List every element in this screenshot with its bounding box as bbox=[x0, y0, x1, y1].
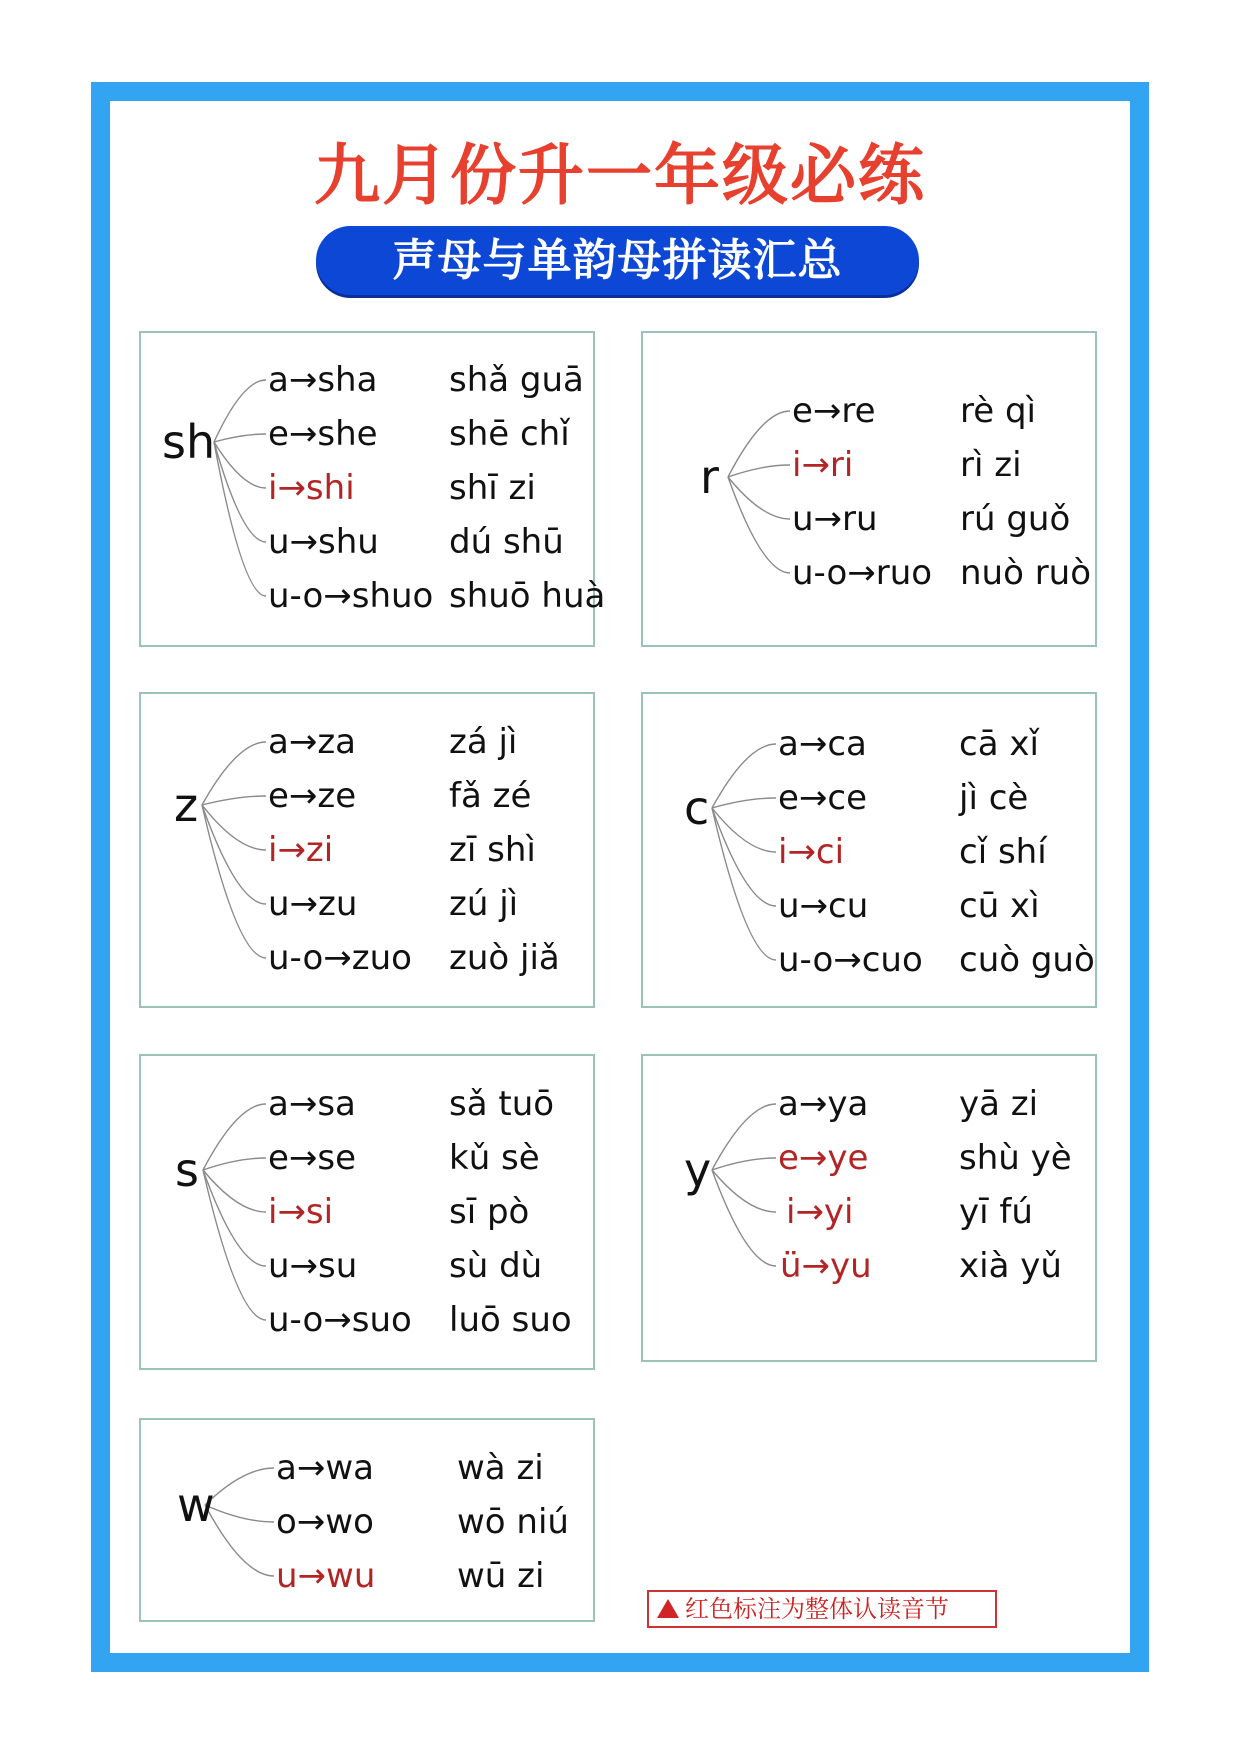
syllable-spelling: a→sa bbox=[268, 1084, 356, 1124]
subtitle-banner: 声母与单韵母拼读汇总 bbox=[316, 226, 919, 295]
example-word: kǔ sè bbox=[449, 1138, 540, 1178]
syllable-spelling: i→yi bbox=[786, 1192, 854, 1232]
branch-line bbox=[712, 1170, 776, 1212]
initial-letter: c bbox=[684, 781, 710, 835]
branch-line bbox=[203, 1104, 266, 1170]
branch-line bbox=[214, 442, 266, 596]
branch-line bbox=[205, 1505, 274, 1576]
example-word: zuò jiǎ bbox=[449, 938, 560, 978]
syllable-spelling: o→wo bbox=[276, 1502, 374, 1542]
syllable-spelling: i→zi bbox=[268, 830, 334, 870]
syllable-spelling: a→wa bbox=[276, 1448, 374, 1488]
example-word: yī fú bbox=[959, 1192, 1033, 1232]
example-word: wà zi bbox=[457, 1448, 544, 1488]
example-word: zá jì bbox=[449, 722, 518, 762]
branch-line bbox=[712, 798, 776, 808]
initial-letter: sh bbox=[162, 415, 216, 469]
example-word: shē chǐ bbox=[449, 414, 570, 454]
branch-line bbox=[202, 796, 266, 805]
example-word: sù dù bbox=[449, 1246, 543, 1286]
branch-line bbox=[203, 1158, 266, 1170]
syllable-spelling: a→sha bbox=[268, 360, 378, 400]
branch-line bbox=[728, 465, 790, 477]
branch-line bbox=[712, 1170, 776, 1266]
branch-line bbox=[214, 442, 266, 542]
example-word: nuò ruò bbox=[960, 553, 1092, 593]
example-word: luō suo bbox=[449, 1300, 572, 1340]
pinyin-box-c bbox=[641, 692, 1097, 1008]
syllable-spelling: ü→yu bbox=[780, 1246, 872, 1286]
example-word: fǎ zé bbox=[449, 776, 532, 816]
branch-line bbox=[728, 477, 790, 573]
example-word: wō niú bbox=[457, 1502, 569, 1542]
branch-line bbox=[202, 805, 266, 958]
syllable-spelling: u→su bbox=[268, 1246, 358, 1286]
branch-line bbox=[728, 477, 790, 519]
example-word: rì zi bbox=[960, 445, 1022, 485]
initial-letter: r bbox=[700, 450, 719, 504]
syllable-spelling: u→shu bbox=[268, 522, 379, 562]
example-word: cuò guò bbox=[959, 940, 1095, 980]
syllable-spelling: e→she bbox=[268, 414, 378, 454]
warning-triangle-icon bbox=[657, 1599, 679, 1618]
example-word: shuō huà bbox=[449, 576, 606, 616]
syllable-spelling: u→cu bbox=[778, 886, 869, 926]
branch-line bbox=[214, 434, 266, 442]
pinyin-box-y bbox=[641, 1054, 1097, 1362]
syllable-spelling: e→ce bbox=[778, 778, 868, 818]
syllable-spelling: u-o→suo bbox=[268, 1300, 412, 1340]
syllable-spelling: a→ya bbox=[778, 1084, 869, 1124]
syllable-spelling: u→zu bbox=[268, 884, 358, 924]
example-word: dú shū bbox=[449, 522, 564, 562]
syllable-spelling: e→ye bbox=[778, 1138, 869, 1178]
syllable-spelling: u-o→cuo bbox=[778, 940, 923, 980]
pinyin-box-z bbox=[139, 692, 595, 1008]
branch-line bbox=[202, 805, 266, 904]
syllable-spelling: u-o→shuo bbox=[268, 576, 434, 616]
syllable-spelling: i→ri bbox=[792, 445, 854, 485]
example-word: yā zi bbox=[959, 1084, 1039, 1124]
branch-line bbox=[712, 1158, 776, 1170]
branch-line bbox=[712, 808, 776, 960]
example-word: cǐ shí bbox=[959, 832, 1047, 872]
syllable-spelling: u-o→zuo bbox=[268, 938, 412, 978]
pinyin-box-r bbox=[641, 331, 1097, 647]
example-word: wū zi bbox=[457, 1556, 545, 1596]
syllable-spelling: e→se bbox=[268, 1138, 357, 1178]
branch-line bbox=[205, 1468, 274, 1505]
pinyin-box-s bbox=[139, 1054, 595, 1370]
syllable-spelling: e→re bbox=[792, 391, 876, 431]
syllable-spelling: i→si bbox=[268, 1192, 334, 1232]
branch-line bbox=[203, 1170, 266, 1320]
syllable-spelling: u-o→ruo bbox=[792, 553, 933, 593]
example-word: zú jì bbox=[449, 884, 519, 924]
example-word: xià yǔ bbox=[959, 1246, 1062, 1286]
pinyin-box-w bbox=[139, 1418, 595, 1622]
example-word: sī pò bbox=[449, 1192, 530, 1232]
branch-line bbox=[214, 380, 266, 442]
initial-letter: y bbox=[684, 1143, 712, 1197]
syllable-spelling: i→shi bbox=[268, 468, 355, 508]
branch-line bbox=[712, 1104, 776, 1170]
legend-note-text: 红色标注为整体认读音节 bbox=[685, 1595, 949, 1623]
example-word: jì cè bbox=[959, 778, 1029, 818]
example-word: shǎ guā bbox=[449, 360, 584, 400]
initial-letter: s bbox=[175, 1143, 199, 1197]
pinyin-box-sh bbox=[139, 331, 606, 647]
page-title: 九月份升一年级必练 bbox=[314, 137, 926, 214]
syllable-spelling: u→wu bbox=[276, 1556, 376, 1596]
example-word: rè qì bbox=[960, 391, 1036, 431]
example-word: shù yè bbox=[959, 1138, 1072, 1178]
example-word: sǎ tuō bbox=[449, 1084, 555, 1124]
example-word: shī zi bbox=[449, 468, 536, 508]
syllable-spelling: i→ci bbox=[778, 832, 845, 872]
syllable-spelling: a→za bbox=[268, 722, 357, 762]
branch-line bbox=[712, 808, 776, 906]
branch-line bbox=[205, 1505, 274, 1522]
syllable-spelling: a→ca bbox=[778, 724, 867, 764]
initial-letter: w bbox=[177, 1478, 215, 1532]
example-word: zī shì bbox=[449, 830, 536, 870]
legend-note bbox=[647, 1590, 997, 1628]
example-word: cā xǐ bbox=[959, 724, 1039, 764]
example-word: cū xì bbox=[959, 886, 1040, 926]
branch-line bbox=[203, 1170, 266, 1266]
branch-line bbox=[728, 411, 790, 477]
initial-letter: z bbox=[174, 778, 199, 832]
branch-line bbox=[203, 1170, 266, 1212]
syllable-spelling: u→ru bbox=[792, 499, 878, 539]
example-word: rú guǒ bbox=[960, 499, 1071, 539]
syllable-spelling: e→ze bbox=[268, 776, 357, 816]
